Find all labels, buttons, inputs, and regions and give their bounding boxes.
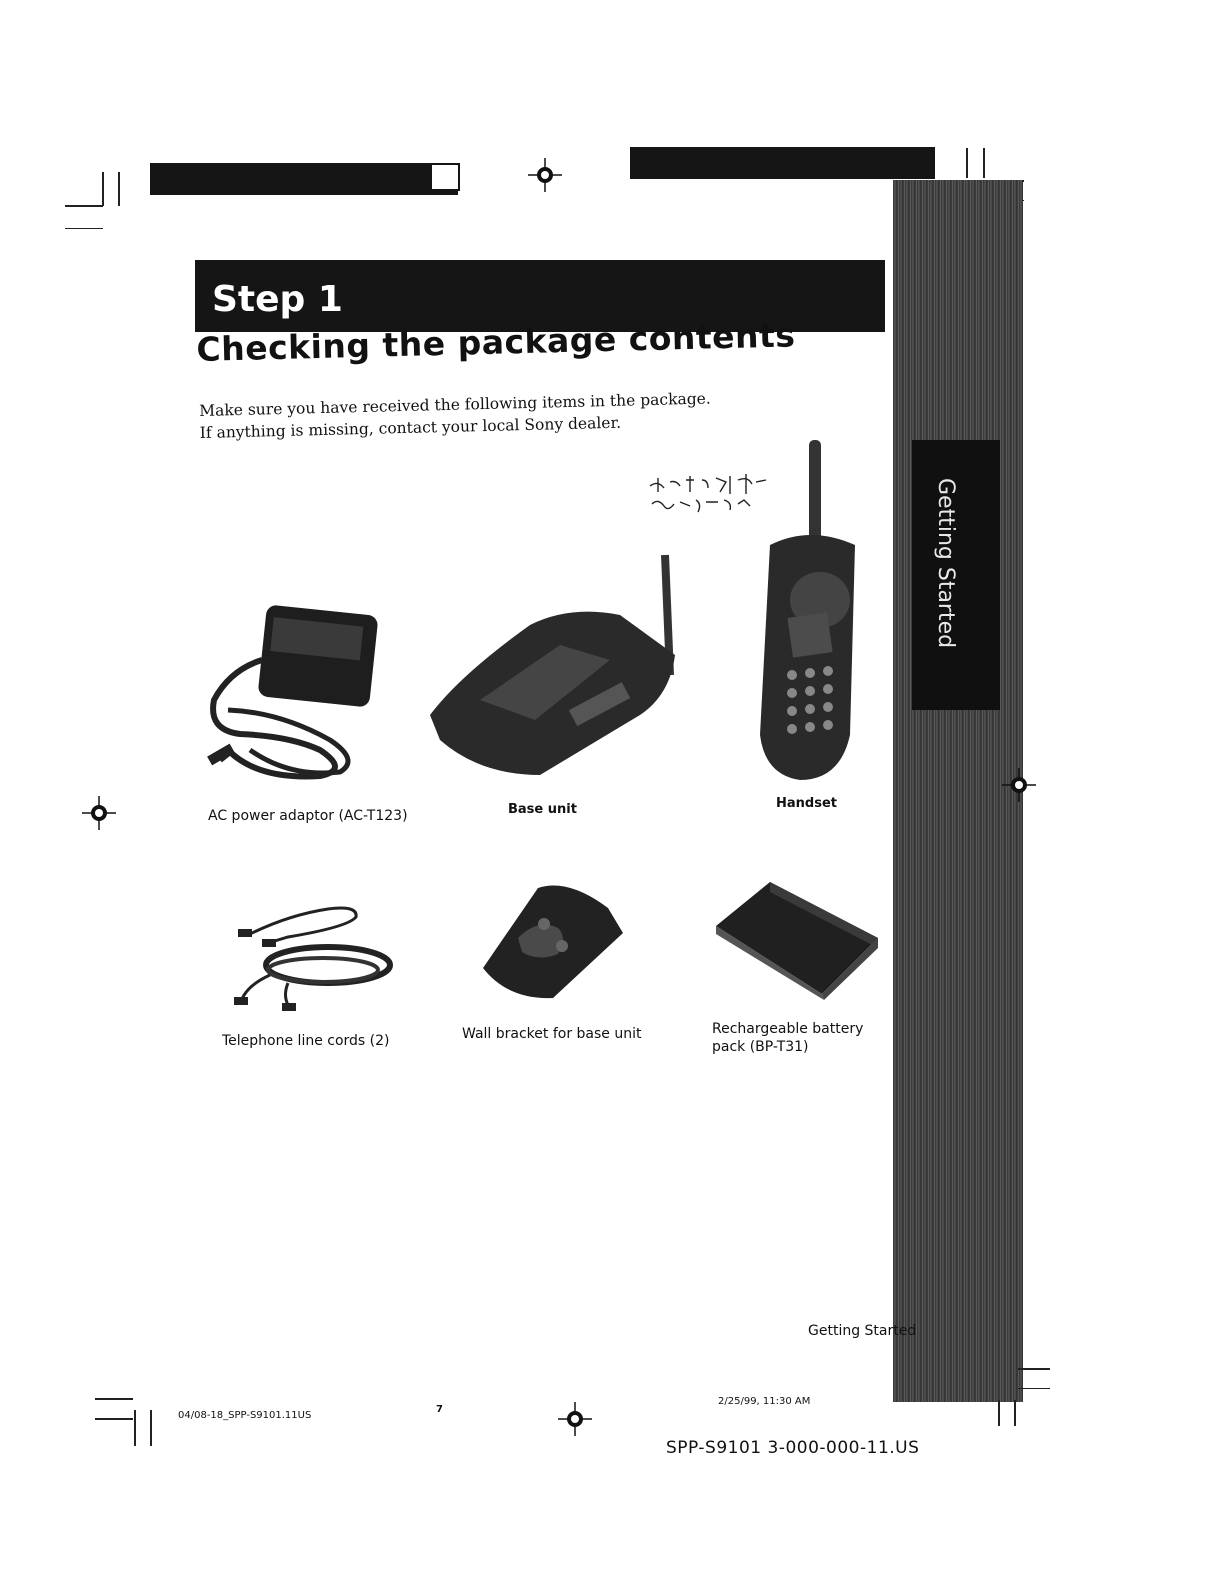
base-unit-icon xyxy=(420,545,690,785)
intro-line: If anything is missing, contact your local Sony dealer. xyxy=(199,413,622,442)
crop-mark xyxy=(95,1398,133,1400)
step-label: Step 1 xyxy=(212,279,343,320)
item-caption: Handset xyxy=(776,796,837,811)
crop-mark xyxy=(65,205,103,207)
top-color-bar-left xyxy=(150,163,458,195)
item-caption: AC power adaptor (AC-T123) xyxy=(208,808,408,824)
footer-doc-code: SPP-S9101 3-000-000-11.US xyxy=(666,1438,920,1458)
crop-mark xyxy=(1014,1400,1016,1426)
item-caption: Telephone line cords (2) xyxy=(222,1033,390,1049)
intro-line: Make sure you have received the following items in the package. xyxy=(199,389,711,420)
footer-page-number: 7 xyxy=(436,1404,443,1415)
crop-mark xyxy=(134,1410,136,1446)
top-color-bar-right xyxy=(630,147,935,179)
page-title: Checking the package contents xyxy=(196,315,796,369)
item-caption: Wall bracket for base unit xyxy=(462,1026,642,1042)
handset-icon xyxy=(740,435,870,785)
crop-mark xyxy=(1018,1388,1050,1389)
intro-text xyxy=(199,388,712,444)
footer-file-name: 04/08-18_SPP-S9101.11US xyxy=(178,1410,312,1421)
crop-mark xyxy=(998,1400,1000,1426)
registration-crosshair-icon xyxy=(528,158,562,192)
crop-mark xyxy=(150,1410,152,1446)
crop-mark xyxy=(118,172,120,206)
registration-crosshair-icon xyxy=(1002,768,1036,802)
footer-section-label: Getting Started xyxy=(808,1323,917,1339)
item-caption: Rechargeable battery pack (BP-T31) xyxy=(712,1021,864,1055)
top-color-bar-box xyxy=(430,163,460,191)
crop-mark xyxy=(1018,1368,1050,1370)
registration-crosshair-icon xyxy=(82,796,116,830)
ac-adaptor-icon xyxy=(200,600,390,790)
battery-pack-icon xyxy=(712,876,882,1001)
phone-cords-icon xyxy=(228,895,398,1020)
crop-mark xyxy=(966,148,968,178)
crop-mark xyxy=(65,228,103,229)
wall-bracket-icon xyxy=(478,878,628,1003)
item-caption: Base unit xyxy=(508,802,577,817)
side-tab-label: Getting Started xyxy=(933,478,958,649)
crop-mark xyxy=(983,148,985,178)
footer-timestamp: 2/25/99, 11:30 AM xyxy=(718,1396,811,1407)
crop-mark xyxy=(102,172,104,206)
registration-crosshair-icon xyxy=(558,1402,592,1436)
crop-mark xyxy=(95,1418,133,1420)
